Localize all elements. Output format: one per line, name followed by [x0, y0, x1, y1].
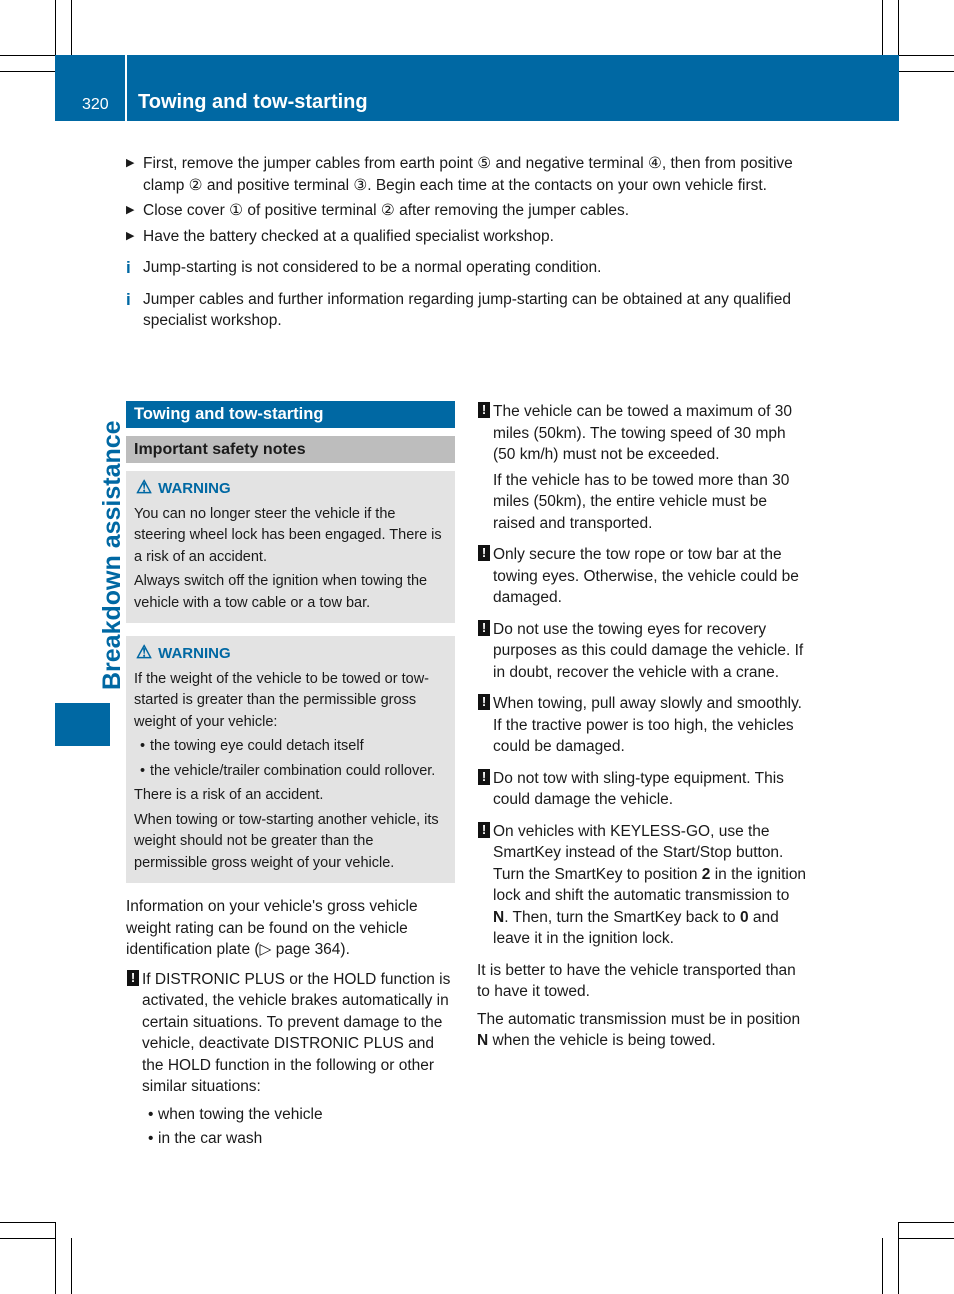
list-item: • the towing eye could detach itself: [140, 738, 364, 754]
exclamation-icon: !: [478, 620, 490, 636]
paragraph-text: The automatic transmission must be in position: [477, 1010, 801, 1028]
instruction-step: [126, 153, 816, 196]
caution-note: [477, 693, 809, 758]
note-text: If DISTRONIC PLUS or the HOLD function is activated, the vehicle brakes automatically in certain situations. To prevent damage to the vehicle, deactivate DISTRONIC PLUS and the HOLD function in the following or other similar situations:: [142, 970, 451, 1095]
exclamation-icon: !: [127, 970, 139, 986]
note-text: Do not use the towing eyes for recovery purposes as this could damage the vehicle. If in doubt, recover the vehicle with a crane.: [493, 620, 804, 681]
side-tab-marker: [55, 703, 110, 746]
list-item-text: in the car wash: [158, 1130, 263, 1147]
warning-box: [126, 636, 455, 883]
list-item: • the vehicle/trailer combination could rollover.: [140, 762, 436, 779]
info-note: [126, 289, 816, 332]
crop-mark: [898, 1238, 954, 1239]
info-icon: i: [126, 258, 131, 277]
step-text: Have the battery checked at a qualified specialist workshop.: [143, 227, 554, 245]
side-tab-label: Breakdown assistance: [98, 420, 126, 690]
info-text: Jumper cables and further information regarding jump-starting can be obtained at any qualified specialist workshop.: [143, 290, 791, 329]
info-text: Jump-starting is not considered to be a normal operating condition.: [143, 259, 602, 276]
warning-label: WARNING: [158, 645, 231, 662]
crop-mark: [882, 1238, 883, 1294]
warning-icon: ⚠: [136, 477, 153, 497]
arrow-icon: ▶: [126, 204, 135, 216]
info-icon: i: [126, 289, 131, 309]
crop-mark: [0, 55, 56, 56]
crop-mark: [0, 1238, 56, 1239]
step-text: First, remove the jumper cables from earth point ⑤ and negative terminal ④, then from positive clamp ② and positive terminal ③. Begin each time at the contacts on your own vehicle first.: [143, 155, 793, 194]
arrow-icon: ▶: [126, 157, 135, 169]
crop-mark: [71, 1238, 72, 1294]
page-number: 320: [82, 96, 109, 113]
warning-header: [134, 642, 447, 665]
instruction-step: [126, 226, 816, 248]
crop-mark: [898, 1222, 954, 1223]
note-text: The vehicle can be towed a maximum of 30 miles (50km). The towing speed of 30 mph (50 km/h) must not be exceeded.: [493, 403, 792, 463]
caution-note: [477, 619, 809, 684]
crop-mark: [55, 0, 56, 56]
caution-note: [477, 768, 809, 811]
warning-icon: ⚠: [136, 642, 153, 662]
crop-mark: [882, 0, 883, 56]
note-text: . Then, turn the SmartKey back to: [504, 908, 740, 926]
warning-text: There is a risk of an accident.: [134, 787, 324, 803]
warning-header: [134, 477, 447, 500]
exclamation-icon: !: [478, 769, 490, 785]
warning-text: Always switch off the ignition when towing the vehicle with a tow cable or a tow bar.: [134, 573, 428, 611]
position-value: 2: [701, 865, 711, 883]
caution-note: [477, 821, 809, 950]
crop-mark: [898, 1222, 899, 1294]
instruction-step: [126, 200, 816, 222]
exclamation-icon: !: [478, 694, 490, 710]
caution-note: [477, 401, 809, 534]
crop-mark: [0, 71, 56, 72]
warning-box: [126, 471, 455, 623]
note-text: When towing, pull away slowly and smoothly. If the tractive power is too high, the vehicles could be damaged.: [493, 695, 802, 755]
gear-value: N: [477, 1032, 489, 1049]
gear-value: N: [493, 908, 505, 926]
note-text: and leave it in the ignition lock.: [493, 908, 779, 947]
list-item: • in the car wash: [148, 1130, 263, 1147]
list-item-text: when towing the vehicle: [158, 1105, 323, 1123]
warning-text: When towing or tow-starting another vehicle, its weight should not be greater than the permissible gross weight of your vehicle.: [134, 811, 439, 871]
body-paragraph: [477, 1009, 809, 1052]
arrow-icon: ▶: [126, 229, 135, 242]
note-text: in the ignition lock and shift the automatic transmission to: [493, 865, 807, 904]
warning-text: If the weight of the vehicle to be towed or tow-started is greater than the permissible gross weight of your vehicle:: [134, 670, 429, 730]
crop-mark: [898, 71, 954, 72]
left-column: [126, 401, 455, 1160]
step-text: Close cover ① of positive terminal ② after removing the jumper cables.: [143, 202, 630, 219]
warning-label: WARNING: [158, 480, 231, 497]
body-paragraph: It is better to have the vehicle transported than to have it towed.: [477, 961, 796, 1000]
gross-weight-info: Information on your vehicle's gross vehicle weight rating can be found on the vehicle identification plate (▷ page 364).: [126, 898, 418, 958]
info-note: [126, 257, 816, 279]
list-item-text: the vehicle/trailer combination could rollover.: [150, 762, 436, 779]
caution-note: [477, 544, 809, 609]
crop-mark: [55, 1222, 56, 1294]
position-value: 0: [739, 908, 749, 926]
caution-note: [126, 969, 455, 1150]
exclamation-icon: !: [478, 822, 490, 838]
exclamation-icon: !: [478, 402, 490, 418]
page-title: Towing and tow-starting: [138, 91, 368, 113]
note-text: Only secure the tow rope or tow bar at the towing eyes. Otherwise, the vehicle could be damaged.: [493, 546, 799, 606]
paragraph-text: when the vehicle is being towed.: [488, 1032, 716, 1049]
warning-text: You can no longer steer the vehicle if the steering wheel lock has been engaged. There is a risk of an accident.: [134, 505, 442, 565]
crop-mark: [898, 0, 899, 56]
crop-mark: [0, 1222, 56, 1223]
list-item-text: the towing eye could detach itself: [150, 738, 364, 754]
section-title: Towing and tow-starting: [126, 401, 455, 428]
list-item: • when towing the vehicle: [148, 1105, 323, 1123]
right-column: [477, 401, 809, 1058]
note-text: On vehicles with KEYLESS-GO, use the SmartKey instead of the Start/Stop button. Turn the SmartKey to position: [493, 822, 784, 883]
section-subtitle: Important safety notes: [126, 436, 455, 463]
note-text: If the vehicle has to be towed more than 30 miles (50km), the entire vehicle must be raised and transported.: [493, 471, 790, 532]
exclamation-icon: !: [478, 545, 490, 561]
crop-mark: [71, 0, 72, 56]
instructions-block: [126, 153, 816, 332]
crop-mark: [898, 55, 954, 56]
note-text: Do not tow with sling-type equipment. This could damage the vehicle.: [493, 769, 784, 808]
header-divider: [125, 55, 127, 121]
